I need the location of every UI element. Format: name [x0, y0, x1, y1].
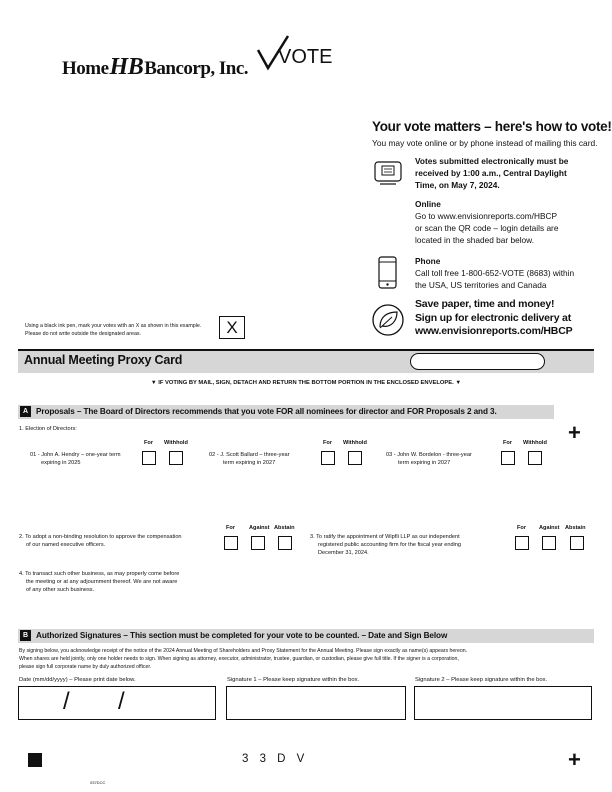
sample-x-box: [219, 316, 245, 339]
proposal-2-against-checkbox[interactable]: [251, 536, 265, 550]
phone-icon: [376, 256, 400, 290]
section-b-letter: B: [20, 630, 31, 641]
online-line: [415, 210, 558, 222]
date-label: Date (mm/dd/yyyy) – Please print date below.: [19, 677, 136, 683]
leaf-icon: [371, 303, 405, 337]
instruction-line: please sign full corporate name by duly authorized officer.: [19, 664, 152, 670]
nominee-line: 01 - John A. Hendry – one-year term: [30, 452, 121, 458]
nominee-3-for-checkbox[interactable]: [501, 451, 515, 465]
nominee-line: 03 - John W. Bordelon - three-year: [386, 452, 472, 458]
nominee-2: [209, 451, 290, 467]
proposal-3-abstain-checkbox[interactable]: [570, 536, 584, 550]
proposal-3: [310, 533, 461, 557]
phone-line: Call toll free 1-800-652-VOTE (8683) within: [415, 268, 575, 278]
mail-instructions: ▼ IF VOTING BY MAIL, SIGN, DETACH AND RETURN THE BOTTOM PORTION IN THE ENCLOSED ENVELOPE. ▼: [150, 380, 462, 386]
section-b-title: Authorized Signatures – This section must be completed for your vote to be counted. – Date and Sign Below: [36, 631, 448, 640]
paperless-line: Sign up for electronic delivery at: [415, 311, 571, 324]
card-title: Annual Meeting Proxy Card: [24, 353, 183, 367]
nominee-1-withhold-checkbox[interactable]: [169, 451, 183, 465]
nominee-1-for-checkbox[interactable]: [142, 451, 156, 465]
vote-matters-subtitle: You may vote online or by phone instead of mailing this card.: [372, 138, 598, 148]
proposal-line: 4. To transact such other business, as may properly come before: [19, 571, 180, 577]
nominee-line: 02 - J. Scott Ballard – three-year: [209, 452, 290, 458]
section-a-letter: A: [20, 406, 31, 417]
proposal-line: of any other such business.: [26, 587, 95, 593]
online-line: or scan the QR code – login details are: [415, 223, 559, 233]
plus-mark-icon: +: [568, 420, 581, 445]
vote-logo-text: VOTE: [278, 46, 333, 68]
col-against: Against: [249, 525, 270, 531]
plus-mark-icon: +: [568, 747, 581, 772]
bank-logo: [62, 54, 248, 81]
nominee-1: [30, 451, 120, 467]
col-for: For: [323, 440, 333, 446]
vote-matters-title: Your vote matters – here's how to vote!: [372, 119, 612, 134]
proposal-line: registered public accounting firm for the fiscal year ending: [318, 542, 462, 548]
proposal-line: 3. To ratify the appointment of Wipfli LLP as our independent: [310, 534, 460, 540]
instruction-line: By signing below, you acknowledge receipt of the notice of the 2024 Annual Meeting of Shareholders and Proxy Statement for the Annual Meeting. Please sign exactly as name(s) appears hereon.: [19, 648, 468, 654]
bank-name-part1: Home: [62, 58, 109, 79]
col-for: For: [226, 525, 236, 531]
col-withhold: Withhold: [523, 440, 547, 446]
bank-monogram: HB: [109, 54, 144, 80]
proposal-line: of our named executive officers.: [26, 542, 106, 548]
nominee-2-withhold-checkbox[interactable]: [348, 451, 362, 465]
signature-1-field[interactable]: [226, 686, 406, 720]
login-details-pill: [410, 353, 545, 370]
col-abstain: Abstain: [565, 525, 586, 531]
deadline-line: Votes submitted electronically must be: [415, 156, 569, 166]
date-field[interactable]: [18, 686, 216, 720]
paperless-promo: [415, 298, 572, 339]
phone-title: Phone: [415, 256, 441, 266]
sample-x: X: [226, 317, 238, 337]
nominee-line: term expiring in 2027: [223, 460, 276, 466]
section-a-title: Proposals – The Board of Directors recommends that you vote FOR all nominees for director and FOR Proposals 2 and 3.: [36, 407, 497, 416]
nominee-3-withhold-checkbox[interactable]: [528, 451, 542, 465]
nominee-line: term expiring in 2027: [398, 460, 451, 466]
signature-instructions: [19, 647, 599, 671]
paperless-url[interactable]: www.envisionreports.com/HBCP: [415, 325, 573, 337]
form-code: 3 3 D V: [242, 753, 309, 765]
col-withhold: Withhold: [343, 440, 367, 446]
proposal-2-for-checkbox[interactable]: [224, 536, 238, 550]
proposal-4: [19, 570, 179, 594]
online-instructions: [415, 210, 558, 246]
tiny-code: 037DCC: [90, 780, 106, 785]
computer-icon: [372, 160, 404, 186]
signature-2-label: Signature 2 – Please keep signature within the box.: [415, 677, 548, 683]
sample-mark-instructions: [25, 322, 201, 338]
proposal-3-against-checkbox[interactable]: [542, 536, 556, 550]
proposal-3-for-checkbox[interactable]: [515, 536, 529, 550]
online-line: located in the shaded bar below.: [415, 235, 535, 245]
paperless-line: Save paper, time and money!: [415, 298, 555, 310]
col-for: For: [503, 440, 513, 446]
signature-1-label: Signature 1 – Please keep signature within the box.: [227, 677, 360, 683]
proposal-line: December 31, 2024.: [318, 550, 369, 556]
proposal-line: 2. To adopt a non-binding resolution to approve the compensation: [19, 534, 182, 540]
col-abstain: Abstain: [274, 525, 295, 531]
bank-name-part2: Bancorp, Inc.: [144, 58, 249, 79]
proposal-2: [19, 533, 182, 549]
deadline-line: Time, on May 7, 2024.: [415, 180, 500, 190]
col-for: For: [517, 525, 527, 531]
nominee-line: expiring in 2025: [41, 460, 81, 466]
col-for: For: [144, 440, 154, 446]
proposal-line: the meeting or at any adjournment thereof. We are not aware: [26, 579, 178, 585]
deadline-line: received by 1:00 a.m., Central Daylight: [415, 168, 567, 178]
phone-instructions: [415, 267, 574, 291]
online-title: Online: [415, 199, 441, 209]
phone-line: the USA, US territories and Canada: [415, 280, 547, 290]
deadline-notice: [415, 155, 568, 191]
sample-line: Please do not write outside the designated areas.: [25, 331, 142, 337]
date-slash-1: /: [63, 688, 70, 715]
election-label: 1. Election of Directors:: [19, 426, 77, 432]
signature-2-field[interactable]: [414, 686, 592, 720]
sample-line: Using a black ink pen, mark your votes with an X as shown in this example.: [25, 323, 202, 329]
nominee-2-for-checkbox[interactable]: [321, 451, 335, 465]
nominee-3: [386, 451, 472, 467]
instruction-line: When shares are held jointly, only one holder needs to sign. When signing as attorney, executor, administrator, trustee, guardian, or custodian, please give full title. If the signer is a corporation,: [19, 656, 459, 662]
date-slash-2: /: [118, 688, 125, 715]
registration-mark: [28, 753, 42, 767]
online-url-text[interactable]: Go to www.envisionreports.com/HBCP: [415, 211, 558, 221]
col-withhold: Withhold: [164, 440, 188, 446]
col-against: Against: [539, 525, 560, 531]
proposal-2-abstain-checkbox[interactable]: [278, 536, 292, 550]
